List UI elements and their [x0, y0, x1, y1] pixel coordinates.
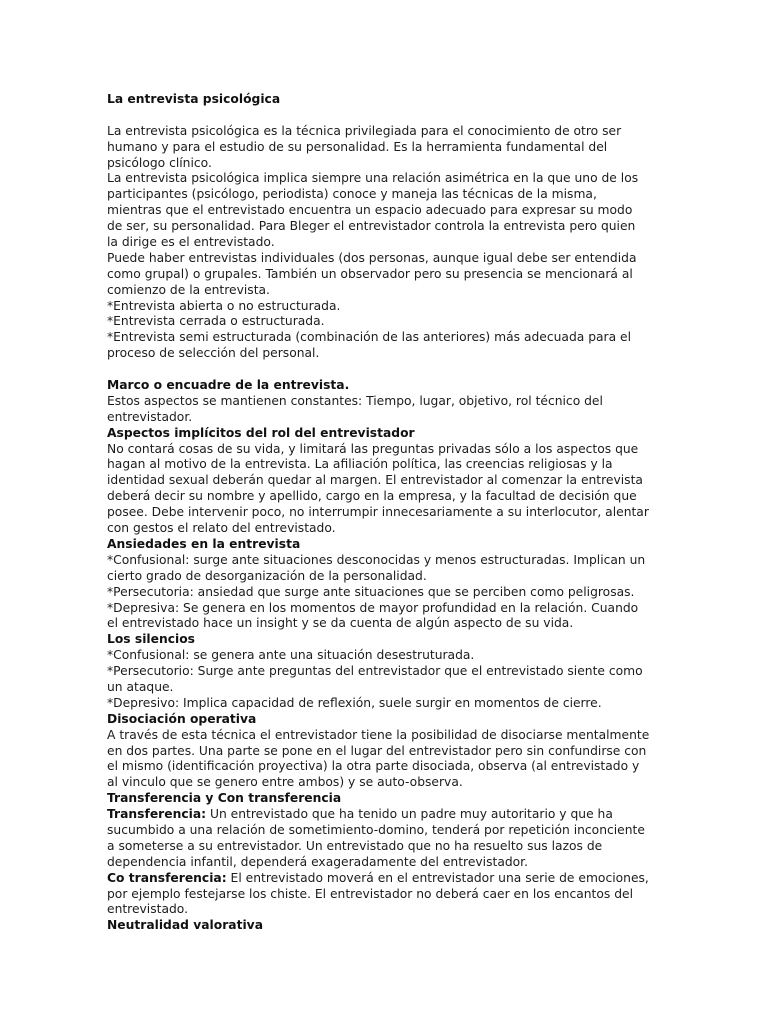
text-run: en dos partes. Una parte se pone en el lugar del entrevistador pero sin confundirse con [107, 743, 647, 758]
section-heading [107, 537, 667, 553]
text-run: sucumbido a una relación de sometimiento-domino, tenderá por repetición inconciente [107, 822, 645, 837]
bold-run: La entrevista psicológica [107, 92, 281, 106]
text-line [107, 505, 667, 521]
text-run: *Persecutoria: ansiedad que surge ante situaciones que se perciben como peligrosas. [107, 584, 635, 599]
text-line [107, 775, 667, 791]
bold-run: Aspectos implícitos del rol del entrevistador [107, 425, 415, 440]
blank-line [107, 362, 667, 378]
document-page [107, 92, 667, 934]
text-run: humano y para el estudio de su personalidad. Es la herramienta fundamental del [107, 139, 608, 154]
text-run: cierto grado de desorganización de la personalidad. [107, 568, 427, 583]
text-line [107, 267, 667, 283]
text-run: hagan al motivo de la entrevista. La afiliación política, las creencias religiosas y la [107, 457, 613, 472]
text-line [107, 410, 667, 426]
text-run: dependencia infantil, dependerá exageradamente del entrevistador. [107, 854, 529, 869]
section-heading [107, 632, 667, 648]
text-line [107, 855, 667, 871]
text-line [107, 553, 667, 569]
text-line [107, 744, 667, 760]
text-line [107, 569, 667, 585]
text-line [107, 171, 667, 187]
bold-run: Neutralidad valorativa [107, 918, 263, 933]
text-run: *Confusional: surge ante situaciones desconocidas y menos estructuradas. Implican un [107, 552, 646, 567]
text-run: de ser, su personalidad. Para Bleger el entrevistador controla la entrevista pero quien [107, 219, 636, 234]
section-heading [107, 791, 667, 807]
section-heading [107, 712, 667, 728]
text-line [107, 156, 667, 172]
text-line [107, 283, 667, 299]
text-line [107, 299, 667, 315]
text-run: *Entrevista abierta o no estructurada. [107, 298, 341, 313]
text-line [107, 664, 667, 680]
text-line [107, 616, 667, 632]
text-line [107, 648, 667, 664]
text-line [107, 489, 667, 505]
text-line [107, 601, 667, 617]
section-heading [107, 378, 667, 394]
bold-run: Marco o encuadre de la entrevista. [107, 378, 350, 393]
bold-run: Los silencios [107, 632, 195, 647]
text-run: No contará cosas de su vida, y limitará las preguntas privadas sólo a los aspectos que [107, 441, 639, 456]
text-run: proceso de selección del personal. [107, 346, 320, 361]
text-run: con gestos el relato del entrevistado. [107, 521, 336, 536]
text-line [107, 823, 667, 839]
text-line [107, 394, 667, 410]
bold-run: Ansiedades en la entrevista [107, 536, 301, 551]
text-run: el mismo (identificación proyectiva) la otra parte disociada, observa (al entrevistado y [107, 759, 640, 774]
text-run: entrevistado. [107, 902, 189, 917]
section-heading [107, 426, 667, 442]
text-line [107, 442, 667, 458]
text-run: como grupal) o grupales. También un observador pero su presencia se mencionará al [107, 266, 633, 281]
section-heading [107, 918, 667, 934]
section-heading [107, 92, 667, 108]
text-line [107, 807, 667, 823]
text-run: *Confusional: se genera ante una situación desestruturada. [107, 648, 475, 663]
text-run: A través de esta técnica el entrevistador tiene la posibilidad de disociarse mentalmente [107, 727, 650, 742]
text-run: identidad sexual deberán quedar al margen. El entrevistador al comenzar la entrevista [107, 473, 643, 488]
text-line [107, 346, 667, 362]
text-line [107, 314, 667, 330]
text-line [107, 251, 667, 267]
text-line [107, 457, 667, 473]
text-line [107, 680, 667, 696]
text-run: *Depresiva: Se genera en los momentos de mayor profundidad en la relación. Cuando [107, 600, 639, 615]
text-run: *Entrevista cerrada o estructurada. [107, 314, 325, 329]
text-run: La entrevista psicológica implica siempre una relación asimétrica en la que uno de los [107, 171, 639, 186]
text-run: deberá decir su nombre y apellido, cargo en la empresa, y la facultad de decisión que [107, 489, 637, 504]
text-run: El entrevistado moverá en el entrevistador una serie de emociones, [226, 870, 649, 885]
text-run: La entrevista psicológica es la técnica privilegiada para el conocimiento de otro ser [107, 123, 622, 138]
blank-line [107, 108, 667, 124]
text-run: el entrevistado hace un insight y se da cuenta de algún aspecto de su vida. [107, 616, 574, 631]
text-line [107, 521, 667, 537]
text-line [107, 203, 667, 219]
text-line [107, 187, 667, 203]
text-line [107, 235, 667, 251]
text-line [107, 871, 667, 887]
text-line [107, 839, 667, 855]
text-line [107, 728, 667, 744]
text-run: por ejemplo festejarse los chiste. El entrevistador no deberá caer en los encantos del [107, 886, 633, 901]
text-line [107, 887, 667, 903]
text-line [107, 902, 667, 918]
text-line [107, 473, 667, 489]
text-run: *Entrevista semi estructurada (combinación de las anteriores) más adecuada para el [107, 330, 632, 345]
text-run: *Persecutorio: Surge ante preguntas del entrevistador que el entrevistado siente como [107, 664, 643, 679]
text-run: participantes (psicólogo, periodista) conoce y maneja las técnicas de la misma, [107, 187, 597, 202]
text-line [107, 219, 667, 235]
text-run: entrevistador. [107, 409, 193, 424]
bold-run: Transferencia: [107, 807, 207, 822]
text-line [107, 696, 667, 712]
text-run: *Depresivo: Implica capacidad de reflexión, suele surgir en momentos de cierre. [107, 695, 602, 710]
text-run: psicólogo clínico. [107, 155, 212, 170]
text-run: Un entrevistado que ha tenido un padre muy autoritario y que ha [206, 807, 613, 822]
text-run: Puede haber entrevistas individuales (dos personas, aunque igual debe ser entendida [107, 250, 637, 265]
text-line [107, 124, 667, 140]
text-run: la dirige es el entrevistado. [107, 235, 275, 250]
text-run: posee. Debe intervenir poco, no interrumpir innecesariamente a su interlocutor, alentar [107, 505, 649, 520]
text-line [107, 330, 667, 346]
text-line [107, 140, 667, 156]
text-run: Estos aspectos se mantienen constantes: Tiempo, lugar, objetivo, rol técnico del [107, 393, 603, 408]
bold-run: Transferencia y Con transferencia [107, 791, 342, 806]
text-line [107, 585, 667, 601]
text-line [107, 759, 667, 775]
text-run: a someterse a su entrevistador. Un entrevistado que no ha resuelto sus lazos de [107, 838, 603, 853]
text-run: al vinculo que se genero entre ambos) y se auto-observa. [107, 775, 463, 790]
text-run: comienzo de la entrevista. [107, 282, 270, 297]
text-run: mientras que el entrevistado encuentra un espacio adecuado para expresar su modo [107, 203, 633, 218]
bold-run: Co transferencia: [107, 870, 227, 885]
text-run: un ataque. [107, 679, 174, 694]
bold-run: Disociación operativa [107, 711, 257, 726]
